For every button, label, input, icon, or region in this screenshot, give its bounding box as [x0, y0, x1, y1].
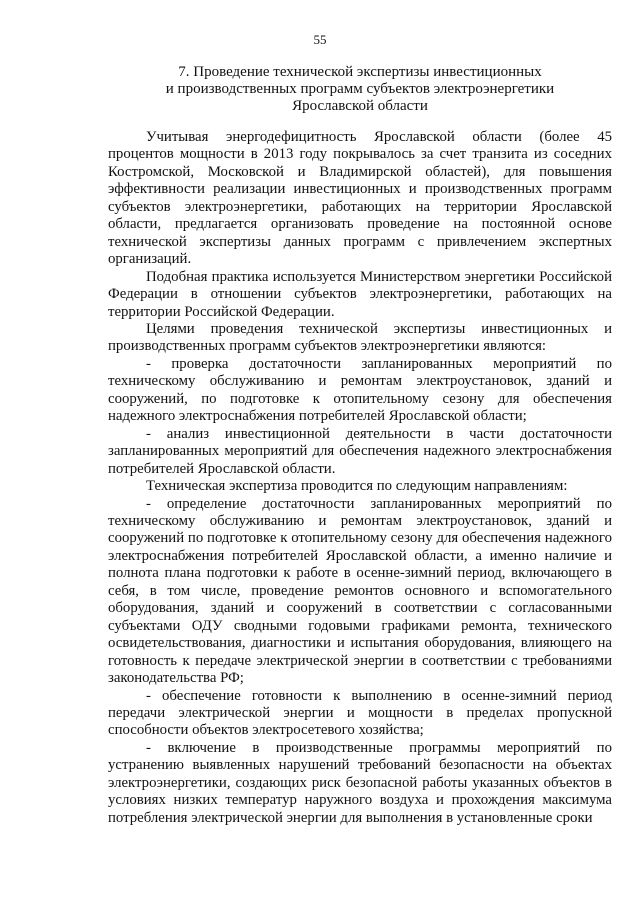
list-item-direction-readiness: - обеспечение готовности к выполнению в осенне-зимний период передачи электрической энергии и мощности в пределах пропускной способности объектов электросетевого хозяйства; — [108, 687, 612, 739]
paragraph-goals-intro: Целями проведения технической экспертизы инвестиционных и производственных программ субъектов электроэнергетики являются: — [108, 320, 612, 355]
section-heading-line-1: 7. Проведение технической экспертизы инвестиционных — [178, 64, 542, 80]
paragraph-energy-deficit: Учитывая энергодефицитность Ярославской области (более 45 процентов мощности в 2013 году покрывалось за счет транзита из соседних Костромской, Московской и Владимирской областей), для повышения эффективности реализации инвестиционных и производственных программ субъектов электроэнергетики, работающих на территории Ярославской области, предлагается организовать проведение на постоянной основе технической экспертизы данных программ с привлечением экспертных организаций. — [108, 129, 612, 268]
document-body — [108, 129, 612, 827]
section-heading — [108, 64, 612, 115]
section-heading-line-3: Ярославской области — [292, 98, 428, 114]
paragraph-directions-intro: Техническая экспертиза проводится по следующим направлениям: — [146, 478, 568, 495]
page-number: 55 — [313, 32, 327, 47]
list-item-goal-analysis: - анализ инвестиционной деятельности в части достаточности запланированных мероприятий для обеспечения надежного электроснабжения потребителей Ярославской области. — [108, 425, 612, 477]
list-item-direction-inclusion: - включение в производственные программы мероприятий по устранению выявленных нарушений требований безопасности на объектах электроэнергетики, создающих риск безопасной работы указанных объектов в условиях низких температур наружного воздуха и прохождения максимума потребления электрической энергии для выполнения в установленные сроки — [108, 739, 612, 826]
paragraph-ministry-practice: Подобная практика используется Министерством энергетики Российской Федерации в отношении субъектов электроэнергетики, работающих на территории Российской Федерации. — [108, 268, 612, 320]
list-item-direction-sufficiency: - определение достаточности запланированных мероприятий по техническому обслуживанию и ремонтам электроустановок, зданий и сооружений по подготовке к отопительному сезону для обеспечения надежного электроснабжения потребителей Ярославской области, а именно наличие и полнота плана подготовки к работе в осенне-зимний период, включающего в себя, в том числе, проведение ремонтов основного и вспомогательного оборудования, зданий и сооружений в соответствии с согласованными субъектами ОДУ сводными годовыми графиками ремонта, технического освидетельствования, диагностики и испытания оборудования, влияющего на готовность к передаче электрической энергии в соответствии с требованиями законодательства РФ; — [108, 495, 612, 687]
list-item-goal-check: - проверка достаточности запланированных мероприятий по техническому обслуживанию и ремонтам электроустановок, зданий и сооружений, по подготовке к отопительному сезону для обеспечения надежного электроснабжения потребителей Ярославской области; — [108, 355, 612, 425]
section-heading-line-2: и производственных программ субъектов электроэнергетики — [165, 81, 555, 97]
